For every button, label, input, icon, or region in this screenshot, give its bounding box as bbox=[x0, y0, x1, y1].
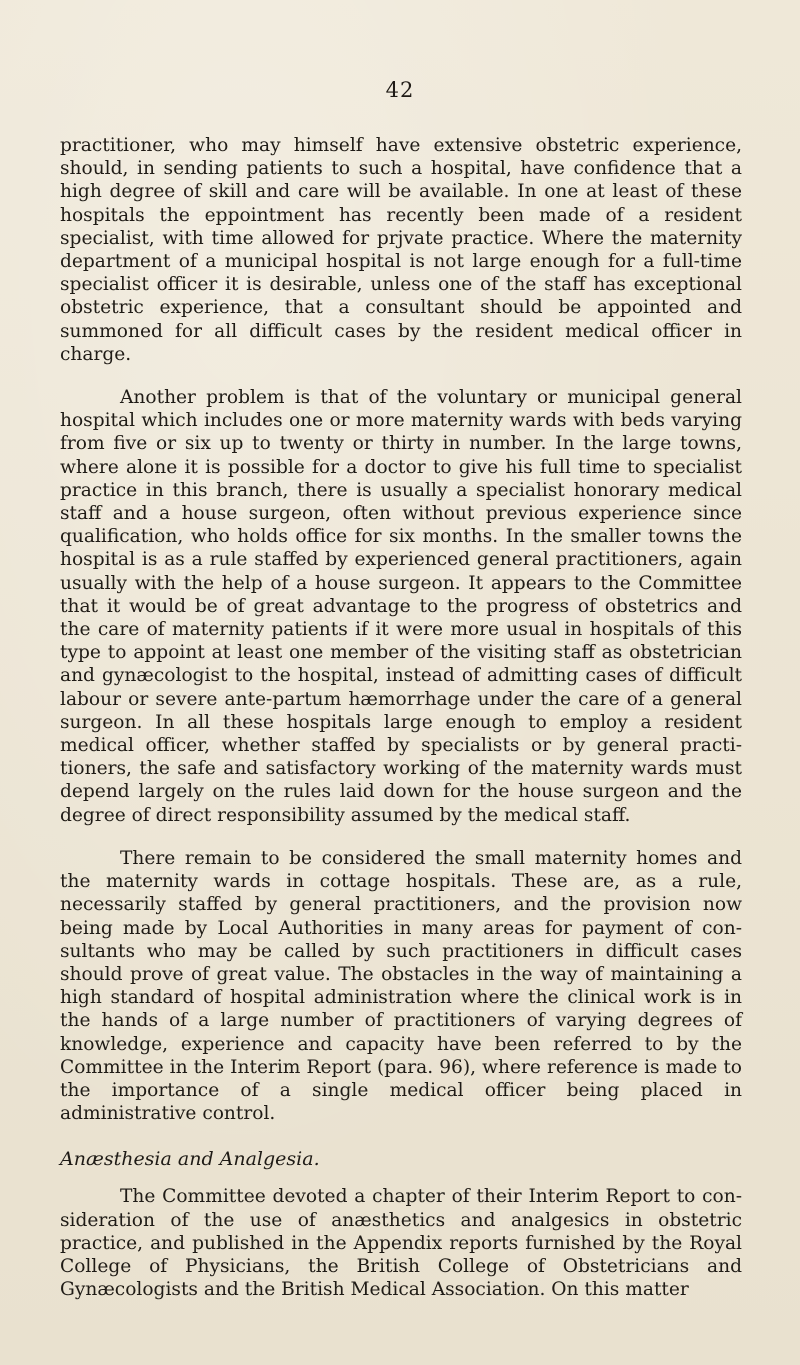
page-number: 42 bbox=[385, 78, 415, 102]
section-heading: Anæsthesia and Analgesia. bbox=[60, 1148, 320, 1171]
paragraph-anaesthesia: The Committee devoted a chapter of their Interim Report to con-sideration of the use of anæsthetics and analgesics in obstetric practice, and published in the Appendix reports furnished by the Royal College of Physicians, the British College of Obstetricians and Gynæcologists and the British Medical Association. On this matter bbox=[60, 1186, 742, 1301]
paragraph-continuation: practitioner, who may himself have extensive obstetric experience, should, in sending patients to such a hospital, have confidence that a high degree of skill and care will be available. In one at least of these hospitals the eppointment has recently been made of a resident specialist, with time allowed for prjvate practice. Where the maternity department of a municipal hospital is not large enough for a full-time specialist officer it is desirable, unless one of the staff has exceptional obstetric experience, that a consultant should be appointed and summoned for all difficult cases by the resident medical officer in charge. bbox=[60, 135, 742, 365]
paragraph-general-hospital: Another problem is that of the voluntary or municipal general hospital which includes one or more maternity wards with beds varying from five or six up to twenty or thirty in number. In the large towns, where alone it is possible for a doctor to give his full time to specialist practice in this branch, there is usually a specialist honorary medical staff and a house surgeon, often without previous experience since qualification, who holds office for six months. In the smaller towns the hospital is as a rule staffed by experienced general practitioners, again usually with the help of a house surgeon. It appears to the Committee that it would be of great advantage to the progress of obstetrics and the care of maternity patients if it were more usual in hospitals of this type to appoint at least one member of the visiting staff as obstetrician and gynæcologist to the hospital, instead of admitting cases of difficult labour or severe ante-partum hæmorrhage under the care of a general surgeon. In all these hospitals large enough to employ a resident medical officer, whether staffed by specialists or by general practi-tioners, the safe and satisfactory working of the maternity wards must depend largely on the rules laid down for the house surgeon and the degree of direct responsibility assumed by the medical staff. bbox=[60, 387, 742, 826]
body-text bbox=[60, 134, 742, 1321]
paragraph-maternity-homes: There remain to be considered the small maternity homes and the maternity wards in cottage hospitals. These are, as a rule, necessarily staffed by general practitioners, and the provision now being made by Local Authorities in many areas for payment of con-sultants who may be called by such practitioners in difficult cases should prove of great value. The obstacles in the way of maintaining a high standard of hospital administration where the clinical work is in the hands of a large number of practitioners of varying degrees of knowledge, experience and capacity have been referred to by the Committee in the Interim Report (para. 96), where reference is made to the importance of a single medical officer being placed in administrative control. bbox=[60, 847, 742, 1125]
